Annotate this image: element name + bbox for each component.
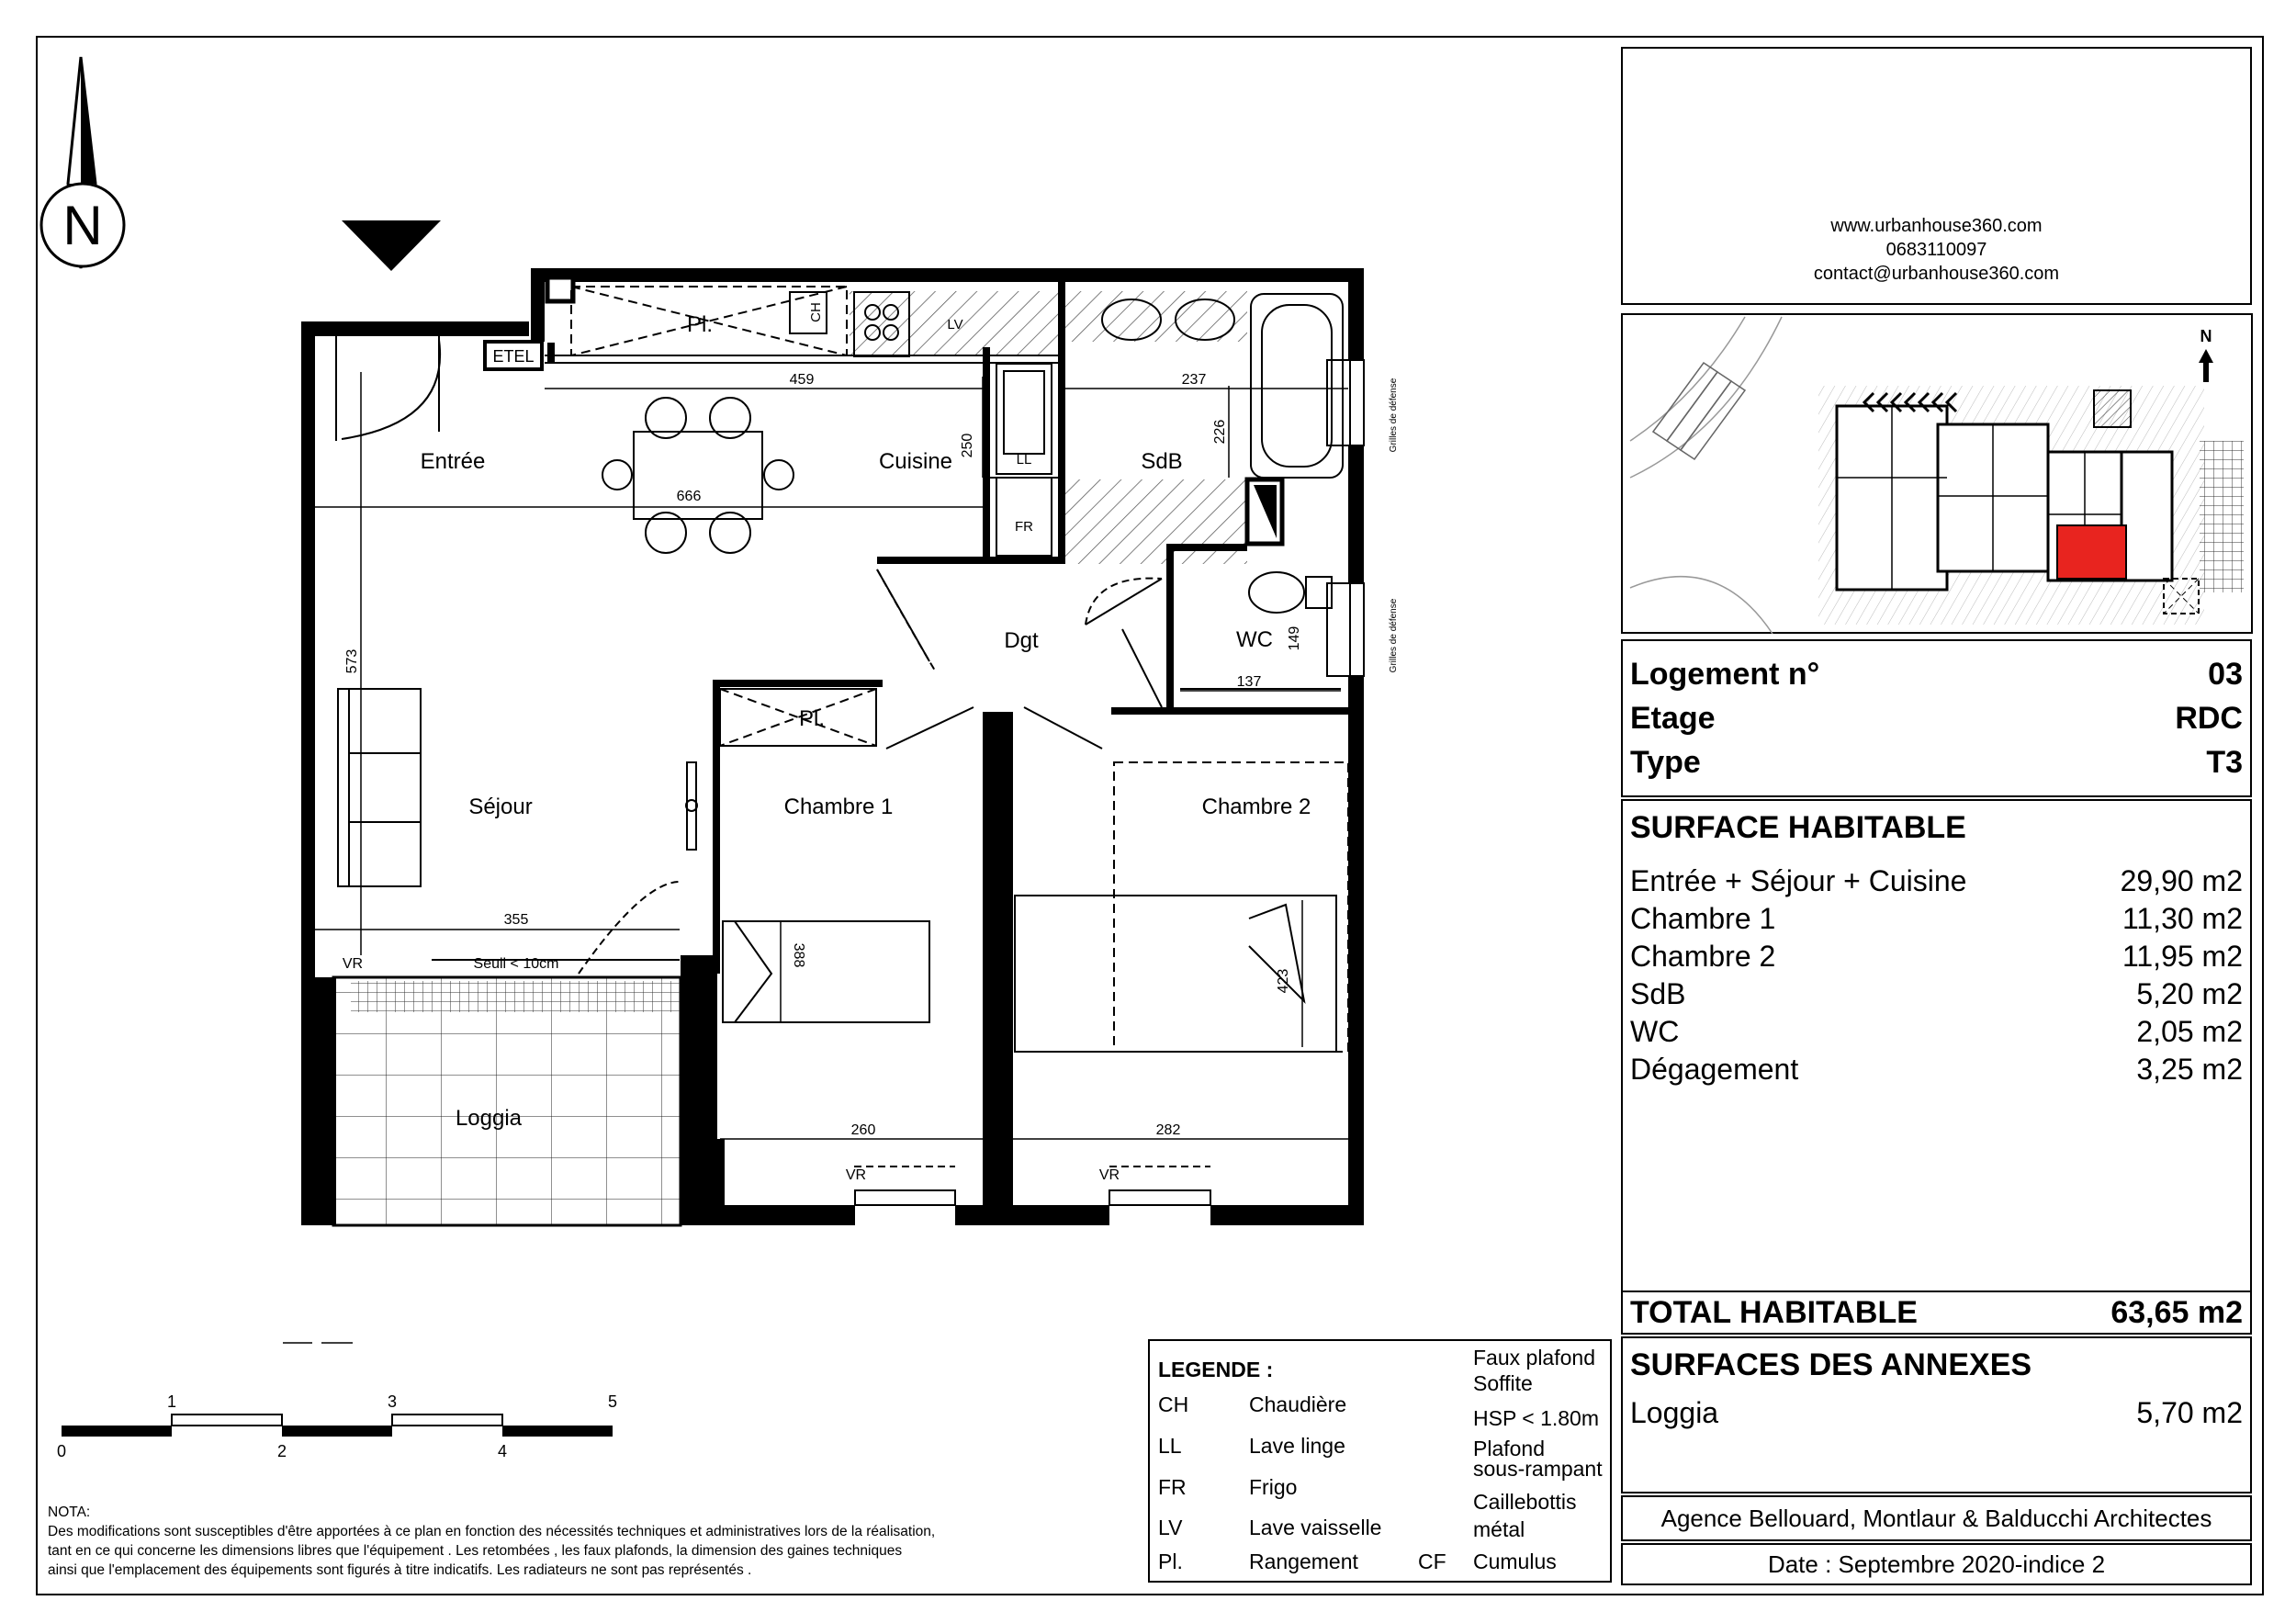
surface-row-label: Entrée + Séjour + Cuisine — [1630, 864, 1967, 897]
vr-ch1-label: VR — [845, 1167, 867, 1183]
dim-149: 149 — [1287, 626, 1302, 651]
legend-label: Chaudière — [1249, 1392, 1347, 1416]
legend-label: Lave vaisselle — [1249, 1516, 1382, 1539]
brand-website[interactable]: www.urbanhouse360.com — [1830, 216, 2043, 236]
annex-row-label: Loggia — [1630, 1396, 1719, 1429]
vr-ch2-label: VR — [1098, 1167, 1120, 1183]
scale-tick-3: 3 — [387, 1392, 398, 1411]
brand-contacts — [1623, 214, 2250, 286]
legend-pattern — [1473, 1488, 1577, 1543]
dim-388: 388 — [791, 942, 806, 968]
loggia-area — [333, 977, 681, 1225]
date-text: Date : Septembre 2020-indice 2 — [1767, 1550, 2106, 1578]
dim-282: 282 — [1155, 1122, 1181, 1138]
type-row — [1623, 740, 2250, 784]
etage-label: Etage — [1630, 700, 1716, 736]
surface-row — [1623, 1051, 2250, 1088]
dim-666: 666 — [676, 489, 702, 504]
legend-label: Rangement — [1249, 1550, 1358, 1573]
annexes-title: SURFACES DES ANNEXES — [1630, 1347, 2032, 1382]
legend-pattern — [1473, 1438, 1603, 1479]
total-label: TOTAL HABITABLE — [1630, 1294, 1918, 1330]
type-label: Type — [1630, 744, 1701, 780]
surface-row — [1623, 900, 2250, 938]
dim-226: 226 — [1212, 419, 1228, 445]
hatch-sdb-bottom — [1064, 479, 1247, 564]
dim-250: 250 — [960, 433, 975, 458]
floor-plan — [301, 268, 1399, 1225]
site-plan — [1622, 314, 2252, 634]
dim-573: 573 — [344, 648, 360, 674]
scale-tick-4: 4 — [497, 1442, 508, 1460]
ch-label: CH — [808, 302, 824, 322]
surface-row — [1623, 862, 2250, 900]
legend-label: Lave linge — [1249, 1434, 1345, 1458]
logement-label: Logement n° — [1630, 656, 1820, 692]
dim-260: 260 — [850, 1122, 876, 1138]
grilles-1-label: Grilles de défense — [1389, 378, 1399, 453]
surface-panel — [1621, 799, 2252, 1292]
hatch-sdb-top — [1064, 291, 1247, 342]
legend-pattern-label: Plafond — [1473, 1437, 1546, 1460]
legend-cf-code: CF — [1418, 1550, 1446, 1573]
legend-label: Frigo — [1249, 1475, 1298, 1499]
brand-email[interactable]: contact@urbanhouse360.com — [1813, 264, 2060, 284]
ll-label: LL — [1016, 452, 1032, 468]
seuil-label: Seuil < 10cm — [473, 956, 559, 972]
etage-row — [1623, 696, 2250, 740]
scale-bar — [57, 1392, 617, 1460]
surface-row-label: Chambre 2 — [1630, 940, 1776, 973]
note-block — [48, 1503, 1131, 1580]
legend-code: Pl. — [1158, 1550, 1183, 1573]
legend-pattern — [1473, 1406, 1599, 1431]
total-value: 63,65 m2 — [2110, 1294, 2243, 1330]
etel-label: ETEL — [492, 347, 535, 366]
lv-label: LV — [947, 317, 963, 332]
architect-name: Agence Bellouard, Montlaur & Balducchi Architectes — [1660, 1505, 2212, 1532]
surface-row-label: Chambre 1 — [1630, 902, 1776, 935]
note-line: ainsi que l'emplacement des équipements sont figurés à titre indicatifs. Les radiateurs ne sont pas représentés . — [48, 1562, 752, 1578]
room-cuisine-label: Cuisine — [878, 449, 953, 474]
dim-459: 459 — [789, 372, 815, 388]
architect-panel — [1621, 1495, 2252, 1541]
brand-panel — [1621, 47, 2252, 305]
scale-tick-2: 2 — [276, 1442, 287, 1460]
surface-row — [1623, 938, 2250, 975]
etage-value: RDC — [2175, 700, 2243, 736]
dim-137: 137 — [1236, 674, 1262, 690]
legend-pattern-label-2: métal — [1473, 1517, 1525, 1541]
room-wc-label: WC — [1236, 627, 1273, 652]
legend-code: LL — [1158, 1434, 1182, 1458]
scale-tick-1: 1 — [166, 1392, 177, 1411]
legend-title: LEGENDE : — [1158, 1358, 1274, 1381]
legend-pattern-label-2: Soffite — [1473, 1371, 1533, 1395]
legend-cf-label: Cumulus — [1473, 1550, 1557, 1573]
surface-row-value: 3,25 m2 — [2136, 1053, 2243, 1086]
room-dgt-label: Dgt — [1004, 628, 1039, 653]
legend-pattern — [1473, 1345, 1595, 1396]
date-panel — [1621, 1543, 2252, 1585]
placard-top-label: Pl. — [686, 312, 714, 337]
legend-pattern-label: Faux plafond — [1473, 1346, 1595, 1369]
dim-355: 355 — [503, 912, 529, 928]
surface-row-label: WC — [1630, 1015, 1680, 1048]
grilles-2-label: Grilles de défense — [1389, 598, 1399, 673]
legend-code: CH — [1158, 1392, 1189, 1416]
dim-237: 237 — [1181, 372, 1207, 388]
north-arrow-icon — [41, 57, 124, 268]
entrance-marker-icon — [342, 220, 441, 271]
fr-label: FR — [1015, 519, 1033, 535]
scale-tick-0: 0 — [56, 1442, 67, 1460]
note-line: Des modifications sont susceptibles d'être apportées à ce plan en fonction des nécessités techniques et administratives lors de la réalisation, — [48, 1524, 936, 1539]
legend-pattern-label: HSP < 1.80m — [1473, 1406, 1600, 1430]
annex-row-value: 5,70 m2 — [2136, 1396, 2243, 1429]
site-highlight-unit — [2057, 525, 2126, 579]
legend-code: LV — [1158, 1516, 1183, 1539]
brand-phone[interactable]: 0683110097 — [1885, 240, 1987, 260]
site-dotted-area — [2200, 441, 2244, 592]
surface-row-label: Dégagement — [1630, 1053, 1799, 1086]
scale-tick-5: 5 — [607, 1392, 618, 1411]
type-value: T3 — [2206, 744, 2243, 780]
surface-title: SURFACE HABITABLE — [1630, 810, 1966, 845]
legend-panel — [1148, 1339, 1612, 1583]
sofa — [338, 689, 697, 886]
surface-row-value: 2,05 m2 — [2136, 1015, 2243, 1048]
room-sdb-label: SdB — [1141, 449, 1183, 474]
placard-ch1-label: Pl. — [798, 706, 826, 731]
note-title: NOTA: — [48, 1505, 91, 1520]
room-sejour-label: Séjour — [468, 795, 533, 819]
surface-row-value: 5,20 m2 — [2136, 977, 2243, 1010]
room-entree-label: Entrée — [420, 449, 486, 474]
annexes-panel — [1621, 1336, 2252, 1493]
surface-row-label: SdB — [1630, 977, 1686, 1010]
info-panel — [1621, 639, 2252, 797]
total-panel — [1621, 1291, 2252, 1335]
room-loggia-label: Loggia — [455, 1106, 523, 1131]
legend-code: FR — [1158, 1475, 1187, 1499]
total-row — [1623, 1292, 2250, 1333]
site-north-label: N — [2200, 327, 2212, 345]
vr-loggia-label: VR — [342, 956, 364, 972]
annex-row — [1623, 1392, 2250, 1434]
room-chambre2-label: Chambre 2 — [1201, 795, 1311, 819]
surface-row-value: 11,95 m2 — [2122, 940, 2243, 973]
surface-row — [1623, 975, 2250, 1013]
surface-row-value: 11,30 m2 — [2122, 902, 2243, 935]
dining-table — [602, 398, 793, 553]
legend-pattern-label-2: sous-rampant — [1473, 1457, 1603, 1481]
logement-row — [1623, 652, 2250, 696]
surface-row — [1623, 1013, 2250, 1051]
legend-pattern-label: Caillebottis — [1473, 1490, 1577, 1514]
room-chambre1-label: Chambre 1 — [783, 795, 894, 819]
logement-value: 03 — [2208, 656, 2243, 692]
note-line: tant en ce qui concerne les dimensions libres que l'équipement . Les retombées , les faux plafonds, la dimension des gaines techniques — [48, 1543, 903, 1559]
north-label: N — [62, 195, 103, 256]
caillebottis — [351, 981, 680, 1012]
site-hatched-box — [2094, 390, 2131, 427]
surface-row-value: 29,90 m2 — [2120, 864, 2243, 897]
dim-423: 423 — [1276, 968, 1291, 994]
